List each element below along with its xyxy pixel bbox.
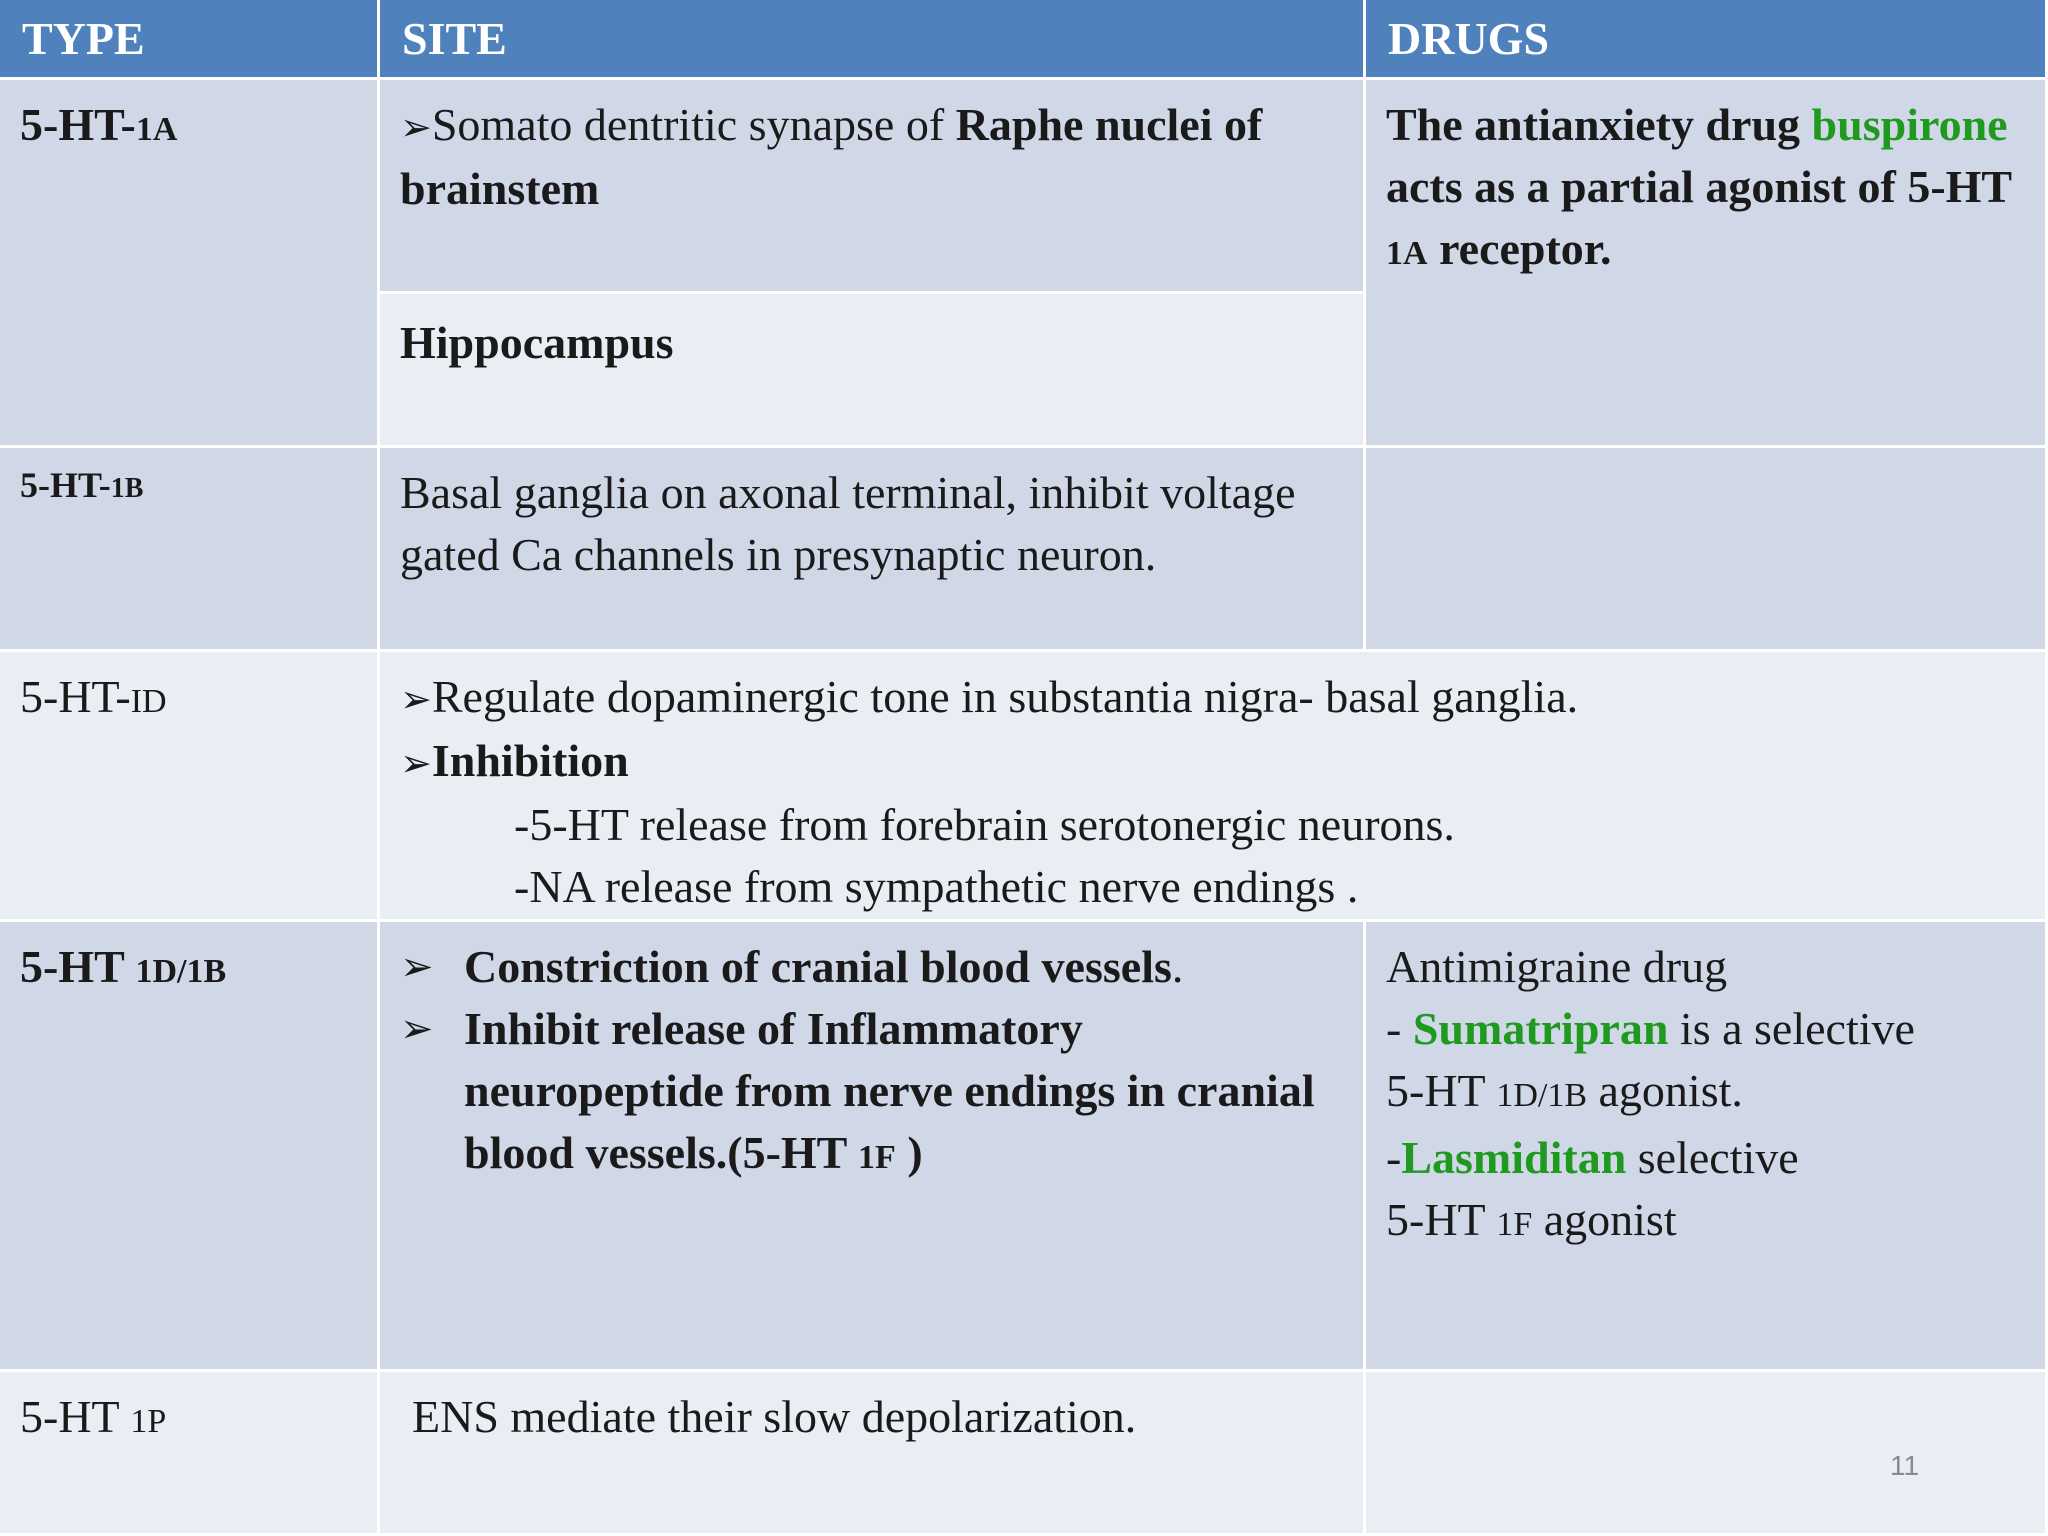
type-sub: 1A [135,111,178,148]
drug-text: is a selective [1668,1003,1915,1054]
type-main: 5-HT- [20,671,131,722]
header-type-label: TYPE [22,13,145,64]
row-type-1b [0,448,380,652]
site-line [400,666,2025,730]
page-number: 11 [1890,1450,1920,1481]
drug-text: acts as a partial agonist of 5-HT [1386,161,2012,212]
arrow-bullet: ➢ [400,741,432,785]
site-bold: Constriction of cranial blood vessels [464,941,1172,992]
drug-text: - [1386,1003,1413,1054]
site-bold: Inhibition [431,735,629,786]
row-drugs-1d1b [1366,922,2048,1372]
header-site [380,0,1366,80]
site-line: -NA release from sympathetic nerve endings . [514,861,1359,912]
drug-text: - [1386,1132,1402,1183]
drug-text: agonist [1532,1194,1677,1245]
site-text: Somato dentritic synapse of [431,99,956,150]
row-site-1d [380,652,2048,922]
drug-text: selective [1626,1132,1799,1183]
row-site-1a-hippocampus [380,294,1366,448]
arrow-bullet: ➢ [400,944,434,990]
type-main: 5-HT [20,1391,131,1442]
arrow-bullet: ➢ [400,677,432,721]
type-main: 5-HT [20,941,136,992]
site-text: . [1171,941,1184,992]
drug-name: buspirone [1811,99,2008,150]
site-bold: Inhibit release of Inflammatory neuropeptide from nerve endings in cranial blood vessels.(5-HT [464,1003,1315,1178]
row-drugs-1b [1366,448,2048,652]
drug-text: 5-HT [1386,1065,1497,1116]
bullet-item [400,998,1323,1189]
drug-line [1386,1127,2025,1189]
arrow-bullet: ➢ [400,1006,434,1052]
drug-text: The antianxiety drug [1386,99,1812,150]
header-site-label: SITE [402,13,507,64]
drug-name: Sumatripran [1412,1003,1669,1054]
header-type [0,0,380,80]
drug-line [1386,998,2025,1060]
arrow-bullet: ➢ [400,105,432,149]
row-drugs-1p [1366,1372,2048,1536]
row-site-1d1b [380,922,1366,1372]
drug-sub: 1D/1B [1496,1077,1587,1114]
type-main: 5-HT- [20,465,111,505]
drug-line [1386,1189,2025,1256]
drug-text: 5-HT [1386,1194,1497,1245]
row-site-1p [380,1372,1366,1536]
site-text: ENS mediate their slow depolarization. [412,1391,1137,1442]
site-line: -5-HT release from forebrain serotonergic neurons. [514,799,1455,850]
site-bold: ) [895,1127,923,1178]
type-main: 5-HT- [20,99,136,150]
row-type-1d1b [0,922,380,1372]
row-site-1b [380,448,1366,652]
type-sub: ID [130,683,167,720]
drug-line [1386,1060,2025,1127]
header-drugs [1366,0,2048,80]
site-bold: Hippocampus [400,317,674,368]
bullet-item [400,936,1323,998]
site-sub: 1F [858,1139,896,1176]
site-text: Basal ganglia on axonal terminal, inhibit voltage gated Ca channels in presynaptic neuron. [400,467,1296,580]
row-site-1a-raphe [380,80,1366,294]
row-type-1a [0,80,380,448]
drug-name: Lasmiditan [1401,1132,1627,1183]
row-drugs-1a [1366,80,2048,448]
site-bold: Raphe nuclei of brainstem [400,99,1263,214]
row-type-1d [0,652,380,922]
site-line [400,730,2025,794]
drug-text: agonist. [1587,1065,1743,1116]
site-text: Regulate dopaminergic tone in substantia nigra- basal ganglia. [431,671,1579,722]
type-sub: 1P [130,1403,167,1440]
type-sub: 1D/1B [135,953,227,990]
type-sub: 1B [110,473,144,504]
drug-sub: 1F [1496,1206,1533,1243]
header-drugs-label: DRUGS [1388,13,1550,64]
drug-text: receptor. [1427,223,1612,274]
row-type-1p [0,1372,380,1536]
drug-line: Antimigraine drug [1386,941,1728,992]
drug-sub: 1A [1386,235,1428,272]
